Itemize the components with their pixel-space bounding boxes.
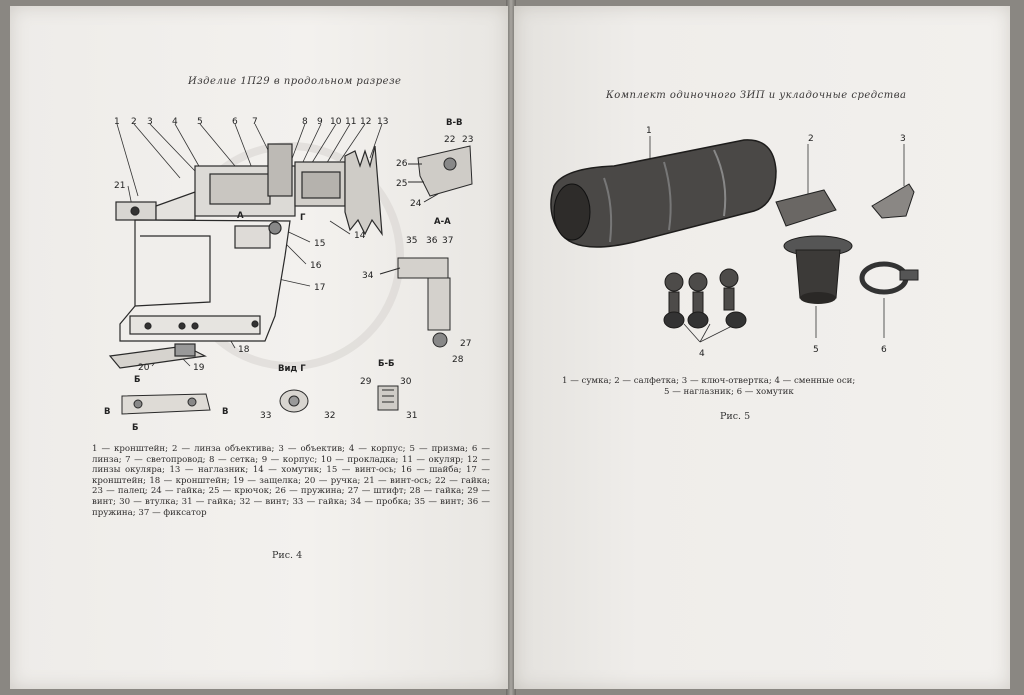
svg-text:20: 20	[138, 363, 150, 373]
svg-text:30: 30	[400, 377, 412, 387]
svg-text:Г: Г	[300, 213, 306, 223]
svg-text:А: А	[237, 211, 244, 221]
right-figure-label: Рис. 5	[720, 411, 751, 422]
svg-text:37: 37	[442, 236, 454, 246]
svg-text:12: 12	[360, 117, 372, 127]
svg-text:35: 35	[406, 236, 418, 246]
svg-text:5: 5	[197, 117, 203, 127]
left-page	[10, 6, 508, 689]
svg-text:18: 18	[238, 345, 250, 355]
spare-parts-kit-drawing	[514, 6, 1010, 386]
right-page-title: Комплект одиночного ЗИП и укладочные средства	[606, 90, 907, 101]
svg-text:В: В	[222, 407, 229, 417]
svg-text:26: 26	[396, 159, 408, 169]
svg-text:3: 3	[900, 134, 906, 144]
svg-text:9: 9	[317, 117, 323, 127]
svg-text:21: 21	[114, 181, 126, 191]
svg-text:2: 2	[131, 117, 137, 127]
svg-text:8: 8	[302, 117, 308, 127]
svg-text:23: 23	[462, 135, 474, 145]
svg-text:Б: Б	[132, 423, 139, 433]
svg-text:24: 24	[410, 199, 422, 209]
svg-text:Вид Г: Вид Г	[278, 364, 306, 374]
svg-text:15: 15	[314, 239, 326, 249]
svg-text:16: 16	[310, 261, 322, 271]
right-caption-line-2: 5 — наглазник; 6 — хомутик	[664, 387, 794, 397]
svg-text:7: 7	[252, 117, 258, 127]
left-page-title: Изделие 1П29 в продольном разрезе	[188, 76, 402, 87]
sight-cross-section-drawing	[10, 6, 508, 436]
svg-text:32: 32	[324, 411, 336, 421]
svg-text:34: 34	[362, 271, 374, 281]
svg-text:Б: Б	[134, 375, 141, 385]
svg-text:1: 1	[114, 117, 120, 127]
right-page	[514, 6, 1010, 689]
svg-text:14: 14	[354, 231, 366, 241]
right-caption-line-1: 1 — сумка; 2 — салфетка; 3 — ключ-отвертка; 4 — сменные оси;	[562, 376, 856, 386]
svg-text:13: 13	[377, 117, 389, 127]
svg-text:Б-Б: Б-Б	[378, 359, 395, 369]
svg-text:22: 22	[444, 135, 456, 145]
svg-text:В-В: В-В	[446, 118, 463, 128]
svg-text:29: 29	[360, 377, 372, 387]
left-figure-label: Рис. 4	[272, 550, 303, 561]
svg-text:28: 28	[452, 355, 464, 365]
svg-text:5: 5	[813, 345, 819, 355]
svg-text:17: 17	[314, 283, 326, 293]
svg-text:19: 19	[193, 363, 205, 373]
svg-text:6: 6	[232, 117, 238, 127]
svg-text:33: 33	[260, 411, 272, 421]
svg-text:2: 2	[808, 134, 814, 144]
svg-text:31: 31	[406, 411, 418, 421]
left-page-caption: 1 — кронштейн; 2 — линза объектива; 3 — объектив; 4 — корпус; 5 — призма; 6 — линза; 7 — светопровод; 8 — сетка; 9 — корпус; 10 — прокладка; 11 — окуляр; 12 — линзы окуляра; 13 — наглазник; 14 — хомутик; 15 — винт-ось; 16 — шайба; 17 — кронштейн; 18 — кронштейн; 19 — защелка; 20 — ручка; 21 — винт-ось; 22 — гайка; 23 — палец; 24 — гайка; 25 — крючок; 26 — пружина; 27 — штифт; 28 — гайка; 29 — винт; 30 — втулка; 31 — гайка; 32 — винт; 33 — гайка; 34 — пробка; 35 — винт; 36 — пружина; 37 — фиксатор	[92, 444, 490, 518]
svg-text:27: 27	[460, 339, 472, 349]
svg-text:А-А: А-А	[434, 217, 451, 227]
svg-text:3: 3	[147, 117, 153, 127]
svg-text:В: В	[104, 407, 111, 417]
svg-text:25: 25	[396, 179, 408, 189]
svg-text:36: 36	[426, 236, 438, 246]
svg-text:4: 4	[699, 349, 705, 359]
svg-text:4: 4	[172, 117, 178, 127]
svg-text:10: 10	[330, 117, 342, 127]
svg-text:11: 11	[345, 117, 357, 127]
svg-text:6: 6	[881, 345, 887, 355]
svg-text:1: 1	[646, 126, 652, 136]
